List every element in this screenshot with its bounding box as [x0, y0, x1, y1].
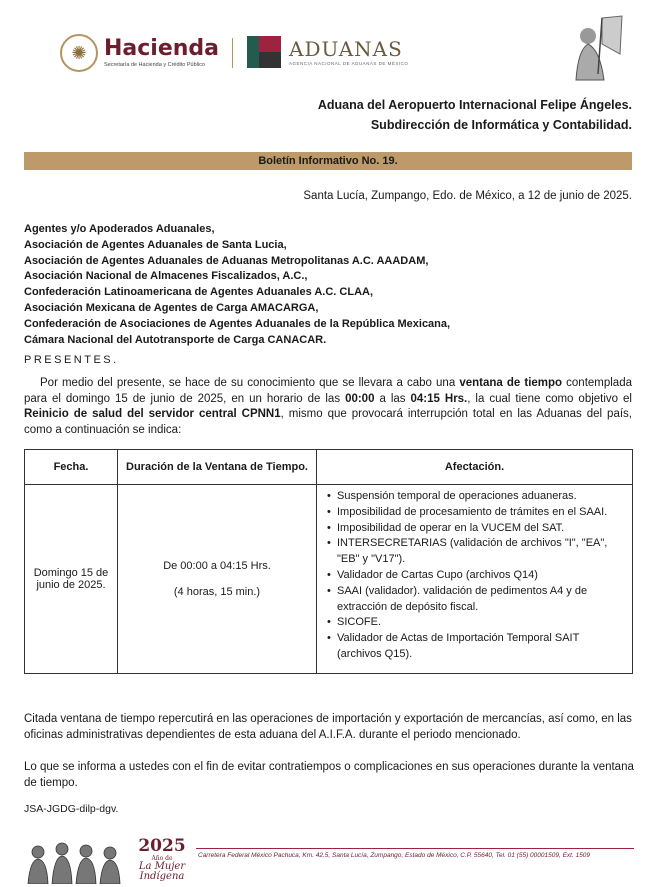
- year-number: 2025: [138, 836, 186, 856]
- recipient-line: Asociación Nacional de Almacenes Fiscalizados, A.C.,: [24, 270, 308, 283]
- recipient-line: Confederación de Asociaciones de Agentes Aduanales de la República Mexicana,: [24, 317, 451, 330]
- year-indigena: Indígena: [139, 871, 185, 882]
- recipient-line: Asociación de Agentes Aduanales de Aduanas Metropolitanas A.C. AAADAM,: [24, 254, 429, 267]
- national-seal-icon: ✺: [60, 34, 98, 72]
- list-item: • Validador de Actas de Importación Temporal SAIT (archivos Q15).: [337, 631, 624, 663]
- list-item: • Suspensión temporal de operaciones aduaneras.: [337, 489, 624, 505]
- intro-paragraph: Por medio del presente, se hace de su conocimiento que se llevara a cabo una ventana de tiempo contemplada para el domingo 15 de junio de 2025, en un horario de las 00:00 a las 04:15 Hrs., la cual tiene como objetivo el Reinicio de salud del servidor central CPNN1, mismo que provocará interrupción total en las Aduanas del país, como a continuación se indica:: [24, 377, 632, 436]
- impact-paragraph: Citada ventana de tiempo repercutirá en las operaciones de importación y exportación de mercancías, así como, en las oficinas administrativas dependientes de esta aduana del A.I.F.A. durante el periodo mencionado.: [24, 713, 632, 741]
- bulletin-banner: Boletín Informativo No. 19.: [24, 152, 632, 170]
- recipients-list: [24, 222, 450, 348]
- header-afectacion: Afectación.: [317, 450, 633, 485]
- salutation: PRESENTES.: [24, 354, 119, 366]
- footer-address: Carretera Federal México Pachuca, Km. 42.5, Santa Lucía, Zumpango, Estado de México, C.P. 55640, Tel. 01 (55) 00001509, Ext. 1509: [198, 852, 591, 859]
- list-item: • Imposibilidad de procesamiento de trámites en el SAAI.: [337, 505, 624, 521]
- indigenous-women-illustration-icon: [22, 838, 130, 884]
- reference-initials: JSA-JGDG-dilp-dgv.: [24, 803, 119, 815]
- cell-fecha: Domingo 15 de junio de 2025.: [25, 485, 118, 674]
- recipient-line: Asociación Mexicana de Agentes de Carga AMACARGA,: [24, 301, 319, 314]
- hacienda-logo: [60, 34, 219, 72]
- header-fecha: Fecha.: [25, 450, 118, 485]
- impact-table: [24, 449, 633, 674]
- aduanas-title: ADUANAS: [289, 36, 403, 61]
- list-item: • SAAI (validador). validación de pedimentos A4 y de extracción de depósito fiscal.: [337, 584, 624, 616]
- list-item: • SICOFE.: [337, 615, 624, 631]
- mujer-indigena-emblem-icon: [558, 14, 628, 84]
- aduanas-mark-icon: [247, 36, 281, 68]
- hacienda-title: Hacienda: [104, 36, 220, 61]
- header-duracion: Duración de la Ventana de Tiempo.: [118, 450, 317, 485]
- office-name: Aduana del Aeropuerto Internacional Felipe Ángeles.: [317, 98, 632, 112]
- table-row: [25, 485, 633, 674]
- recipient-line: Asociación de Agentes Aduanales de Santa Lucia,: [24, 238, 287, 251]
- list-item: • Validador de Cartas Cupo (archivos Q14): [337, 568, 624, 584]
- hacienda-subtitle: Secretaría de Hacienda y Crédito Público: [104, 62, 205, 68]
- year-mujer: La Mujer: [138, 861, 186, 872]
- year-subtitle: Año de: [151, 855, 173, 862]
- duracion-detail: (4 horas, 15 min.): [173, 585, 261, 598]
- cell-afectacion: [317, 485, 633, 674]
- list-item: • INTERSECRETARIAS (validación de archivos "I", "EA", "EB" y "V17").: [337, 536, 624, 568]
- logo-divider: [232, 38, 233, 68]
- office-department: Subdirección de Informática y Contabilidad.: [370, 118, 632, 132]
- cell-duracion: [118, 485, 317, 674]
- duracion-range: De 00:00 a 04:15 Hrs.: [163, 559, 271, 572]
- recipient-line: Agentes y/o Apoderados Aduanales,: [24, 223, 215, 235]
- recipient-line: Cámara Nacional del Autotransporte de Carga CANACAR.: [24, 333, 327, 346]
- list-item: • Imposibilidad de operar en la VUCEM del SAT.: [337, 521, 624, 537]
- dateline: Santa Lucía, Zumpango, Edo. de México, a 12 de junio de 2025.: [303, 190, 632, 202]
- table-header-row: [25, 450, 633, 485]
- aduanas-logo: [247, 36, 408, 68]
- footer-divider: [196, 848, 634, 849]
- recipient-line: Confederación Latinoamericana de Agentes Aduanales A.C. CLAA,: [24, 286, 374, 299]
- aduanas-subtitle: AGENCIA NACIONAL DE ADUANAS DE MÉXICO: [289, 60, 409, 66]
- closing-paragraph: Lo que se informa a ustedes con el fin de evitar contratiempos o complicaciones en sus operaciones durante la ventana de tiempo.: [24, 761, 634, 789]
- year-badge: [134, 838, 190, 882]
- letterhead: [60, 30, 640, 80]
